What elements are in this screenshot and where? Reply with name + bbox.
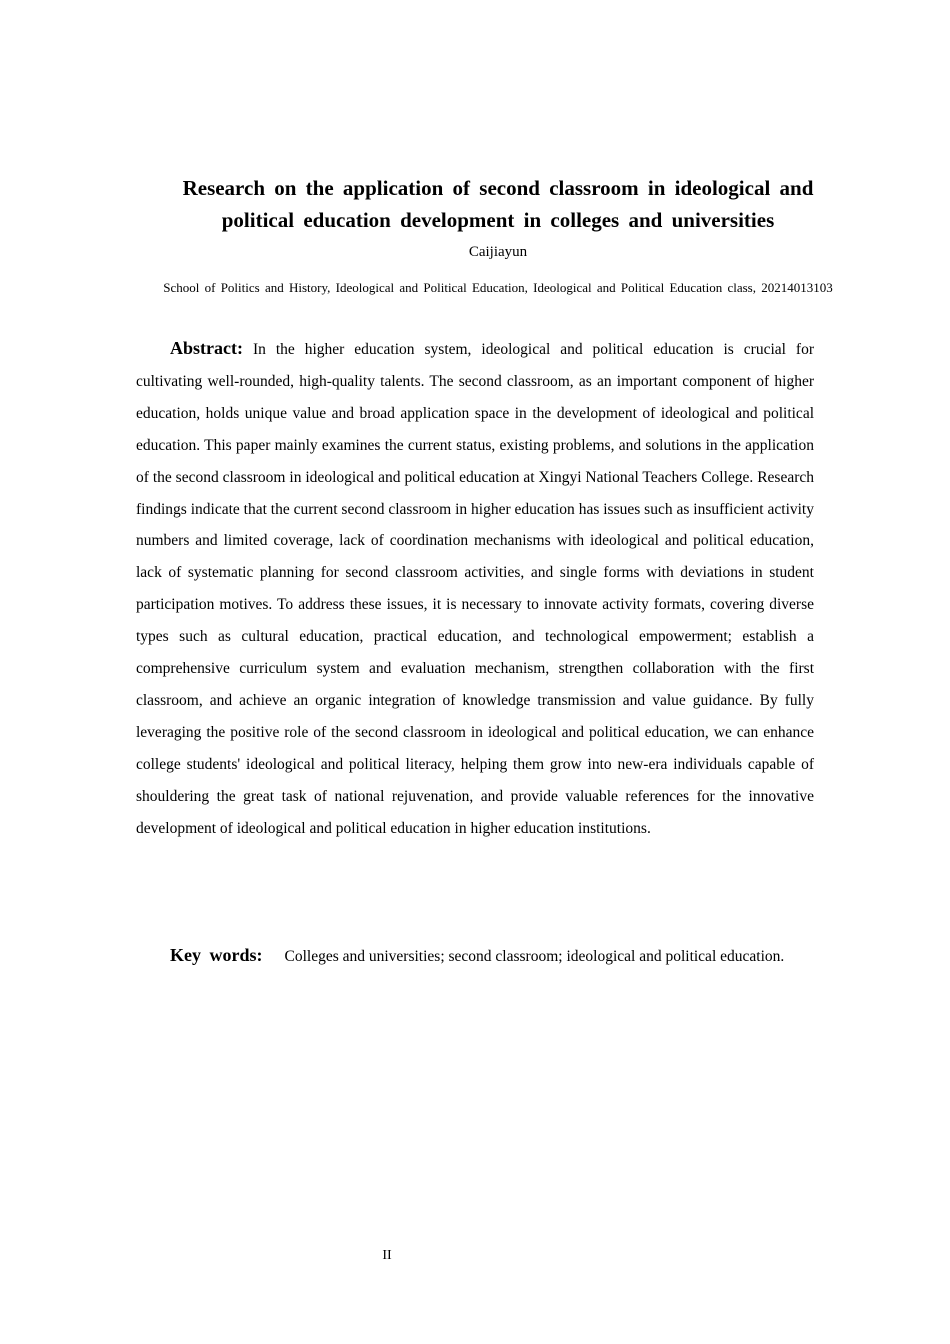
keywords-text: Colleges and universities; second classroom; ideological and political education.: [284, 948, 785, 965]
page-number: II: [382, 1248, 392, 1263]
author-affiliation: School of Politics and History, Ideological and Political Education, Ideological and Political Education class, 20214013103: [163, 280, 833, 295]
abstract-paragraph: [136, 333, 814, 845]
abstract-label: Abstract:: [170, 338, 243, 358]
author-name: Caijiayun: [468, 244, 528, 260]
keywords-label: Key words:: [170, 945, 263, 965]
abstract-text: In the higher education system, ideological and political education is crucial for cultivating well-rounded, high-quality talents. The second classroom, as an important component of higher education, holds unique value and broad application space in the development of ideological and political education. This paper mainly examines the current status, existing problems, and solutions in the application of the second classroom in ideological and political education at Xingyi National Teachers College. Research findings indicate that the current second classroom in higher education has issues such as insufficient activity numbers and limited coverage, lack of coordination mechanisms with ideological and political education, lack of systematic planning for second classroom activities, and single forms with deviations in student participation motives. To address these issues, it is necessary to innovate activity formats, covering diverse types such as cultural education, practical education, and technological empowerment; establish a comprehensive curriculum system and evaluation mechanism, strengthen collaboration with the first classroom, and achieve an organic integration of knowledge transmission and value guidance. By fully leveraging the positive role of the second classroom in ideological and political education, we can enhance college students' ideological and political literacy, helping them grow into new-era individuals capable of shouldering the great task of national rejuvenation, and provide valuable references for the innovative development of ideological and political education in higher education institutions.: [136, 341, 814, 837]
paper-title: Research on the application of second classroom in ideological and political education development in colleges and universities: [182, 176, 814, 232]
keywords-paragraph: [136, 940, 814, 973]
